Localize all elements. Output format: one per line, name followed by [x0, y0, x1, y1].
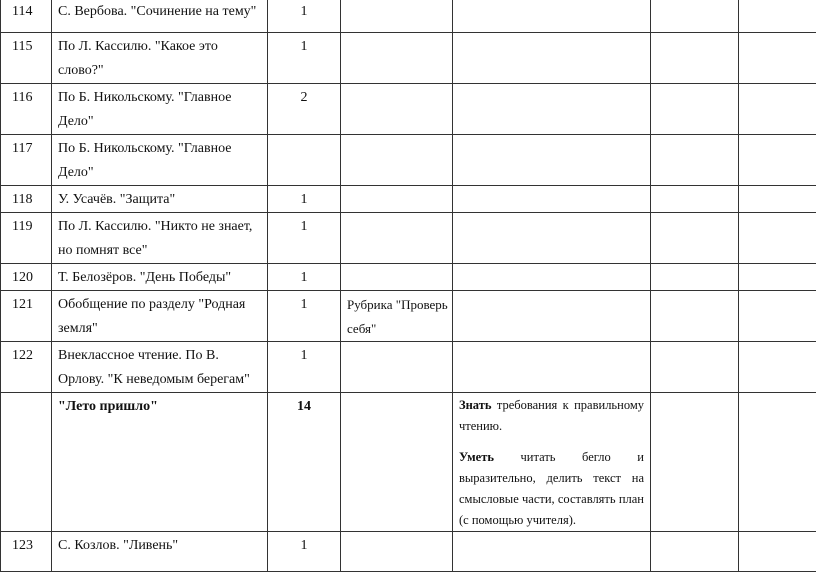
lesson-title: По Б. Никольскому. "Главное Дело" [52, 135, 268, 186]
table-row [1, 532, 816, 572]
can-text: читать бегло и выразительно, делить текст на смысловые части, составлять план (с помощью учителя). [459, 450, 644, 527]
lesson-hours: 1 [268, 291, 341, 342]
lesson-number: 117 [1, 135, 52, 186]
know-paragraph [459, 395, 644, 437]
lesson-hours: 1 [268, 264, 341, 291]
lesson-number: 114 [1, 0, 52, 33]
table-row [1, 264, 816, 291]
lesson-hours: 1 [268, 532, 341, 572]
lesson-title: По Б. Никольскому. "Главное Дело" [52, 84, 268, 135]
lesson-number: 123 [1, 532, 52, 572]
lesson-title: По Л. Кассилю. "Никто не знает, но помнят все" [52, 213, 268, 264]
lesson-title: С. Вербова. "Сочинение на тему" [52, 0, 268, 33]
lesson-number: 119 [1, 213, 52, 264]
table-row [1, 84, 816, 135]
lesson-hours: 1 [268, 33, 341, 84]
section-requirements [453, 393, 651, 532]
can-paragraph [459, 447, 644, 531]
lesson-hours: 1 [268, 213, 341, 264]
lesson-number: 120 [1, 264, 52, 291]
table-row [1, 186, 816, 213]
lesson-hours: 1 [268, 186, 341, 213]
lesson-hours: 1 [268, 342, 341, 393]
table-row [1, 213, 816, 264]
table-row [1, 135, 816, 186]
lesson-title: Обобщение по разделу "Родная земля" [52, 291, 268, 342]
lesson-title: Внеклассное чтение. По В. Орлову. "К неведомым берегам" [52, 342, 268, 393]
section-row [1, 393, 816, 532]
lesson-number: 116 [1, 84, 52, 135]
table-row [1, 342, 816, 393]
lesson-hours: 2 [268, 84, 341, 135]
table-row [1, 291, 816, 342]
lesson-note: Рубрика "Проверь себя" [341, 291, 453, 342]
lesson-title: С. Козлов. "Ливень" [52, 532, 268, 572]
table-row [1, 33, 816, 84]
lesson-hours [268, 135, 341, 186]
lesson-number: 115 [1, 33, 52, 84]
lesson-number: 118 [1, 186, 52, 213]
section-hours: 14 [268, 393, 341, 532]
section-title: "Лето пришло" [52, 393, 268, 532]
lesson-title: Т. Белозёров. "День Победы" [52, 264, 268, 291]
lesson-title: У. Усачёв. "Защита" [52, 186, 268, 213]
lesson-title: По Л. Кассилю. "Какое это слово?" [52, 33, 268, 84]
lesson-number: 121 [1, 291, 52, 342]
know-text: требования к правильному чтению. [459, 398, 644, 433]
table-row [1, 0, 816, 33]
can-label: Уметь [459, 450, 494, 464]
lesson-number: 122 [1, 342, 52, 393]
lesson-hours: 1 [268, 0, 341, 33]
know-label: Знать [459, 398, 491, 412]
